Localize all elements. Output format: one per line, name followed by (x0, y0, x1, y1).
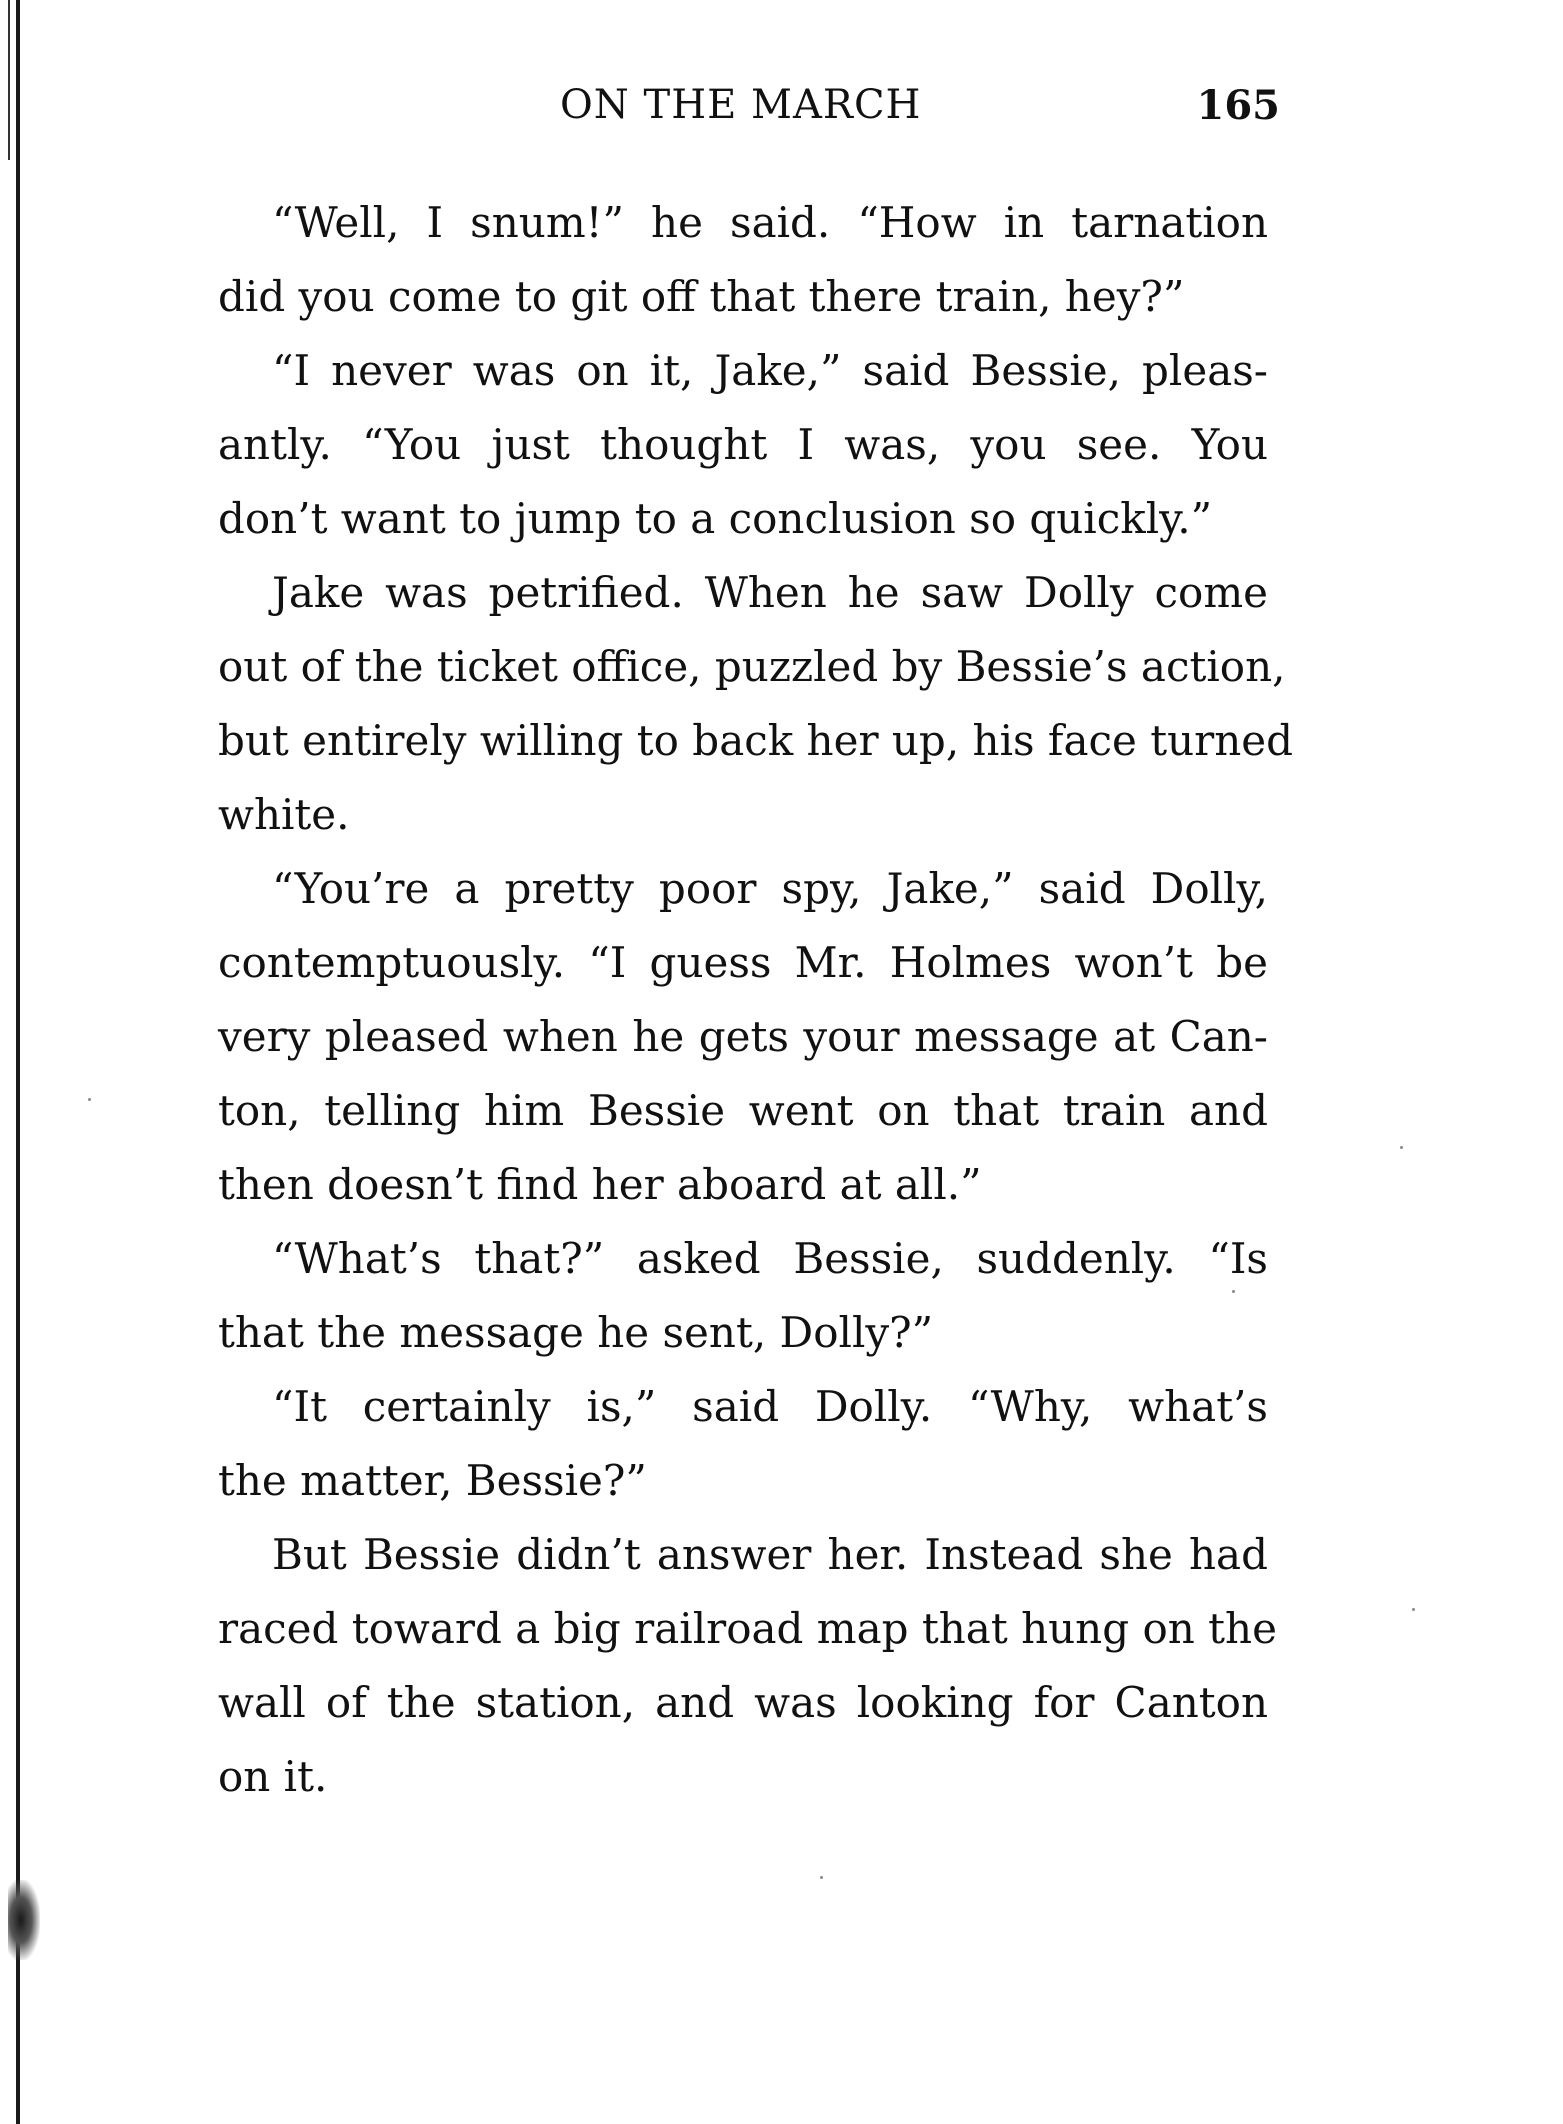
paragraph (218, 334, 1268, 556)
paragraph (218, 1518, 1277, 1814)
text-line: did you come to git off that there train, hey?” (218, 272, 1185, 321)
paragraph (218, 186, 1268, 334)
text-line: contemptuously. “I guess Mr. Holmes won’t be (218, 938, 1268, 987)
paragraph (218, 1370, 1268, 1518)
text-line: “What’s that?” asked Bessie, suddenly. “Is (272, 1234, 1268, 1283)
text-line: “I never was on it, Jake,” said Bessie, pleas- (272, 346, 1268, 395)
text-line: Jake was petrified. When he saw Dolly come (272, 568, 1268, 617)
text-line: that the message he sent, Dolly?” (218, 1308, 934, 1357)
text-line: the matter, Bessie?” (218, 1456, 647, 1505)
scan-speck (1400, 1146, 1403, 1149)
text-line: don’t want to jump to a conclusion so quickly.” (218, 494, 1213, 543)
binding-edge (16, 0, 20, 2124)
paragraph (218, 852, 1268, 1222)
text-line: white. (218, 790, 350, 839)
running-head-title: ON THE MARCH (560, 82, 922, 128)
scan-speck (88, 1098, 91, 1101)
scan-speck (1412, 1608, 1415, 1611)
text-line: antly. “You just thought I was, you see. You (218, 420, 1268, 469)
text-line: out of the ticket office, puzzled by Bessie’s action, (218, 642, 1286, 691)
scan-speck (820, 1876, 823, 1879)
running-head (200, 82, 1280, 142)
body-text (218, 186, 1294, 1814)
scan-speck (1232, 1290, 1235, 1293)
text-line: then doesn’t find her aboard at all.” (218, 1160, 982, 1209)
text-line: “It certainly is,” said Dolly. “Why, what’s (272, 1382, 1268, 1431)
text-line: “Well, I snum!” he said. “How in tarnation (272, 198, 1268, 247)
text-line: raced toward a big railroad map that hung on the (218, 1604, 1277, 1653)
text-line: But Bessie didn’t answer her. Instead she had (272, 1530, 1268, 1579)
page-number: 165 (1196, 82, 1280, 129)
text-line: very pleased when he gets your message at Can- (218, 1012, 1268, 1061)
binding-edge-mark (8, 0, 10, 160)
paragraph (218, 556, 1294, 852)
text-line: wall of the station, and was looking for Canton (218, 1678, 1268, 1727)
text-line: “You’re a pretty poor spy, Jake,” said Dolly, (272, 864, 1268, 913)
text-line: on it. (218, 1752, 328, 1801)
text-line: ton, telling him Bessie went on that train and (218, 1086, 1268, 1135)
text-line: but entirely willing to back her up, his face turned (218, 716, 1294, 765)
binding-smudge (8, 1880, 40, 1960)
paragraph (218, 1222, 1268, 1370)
